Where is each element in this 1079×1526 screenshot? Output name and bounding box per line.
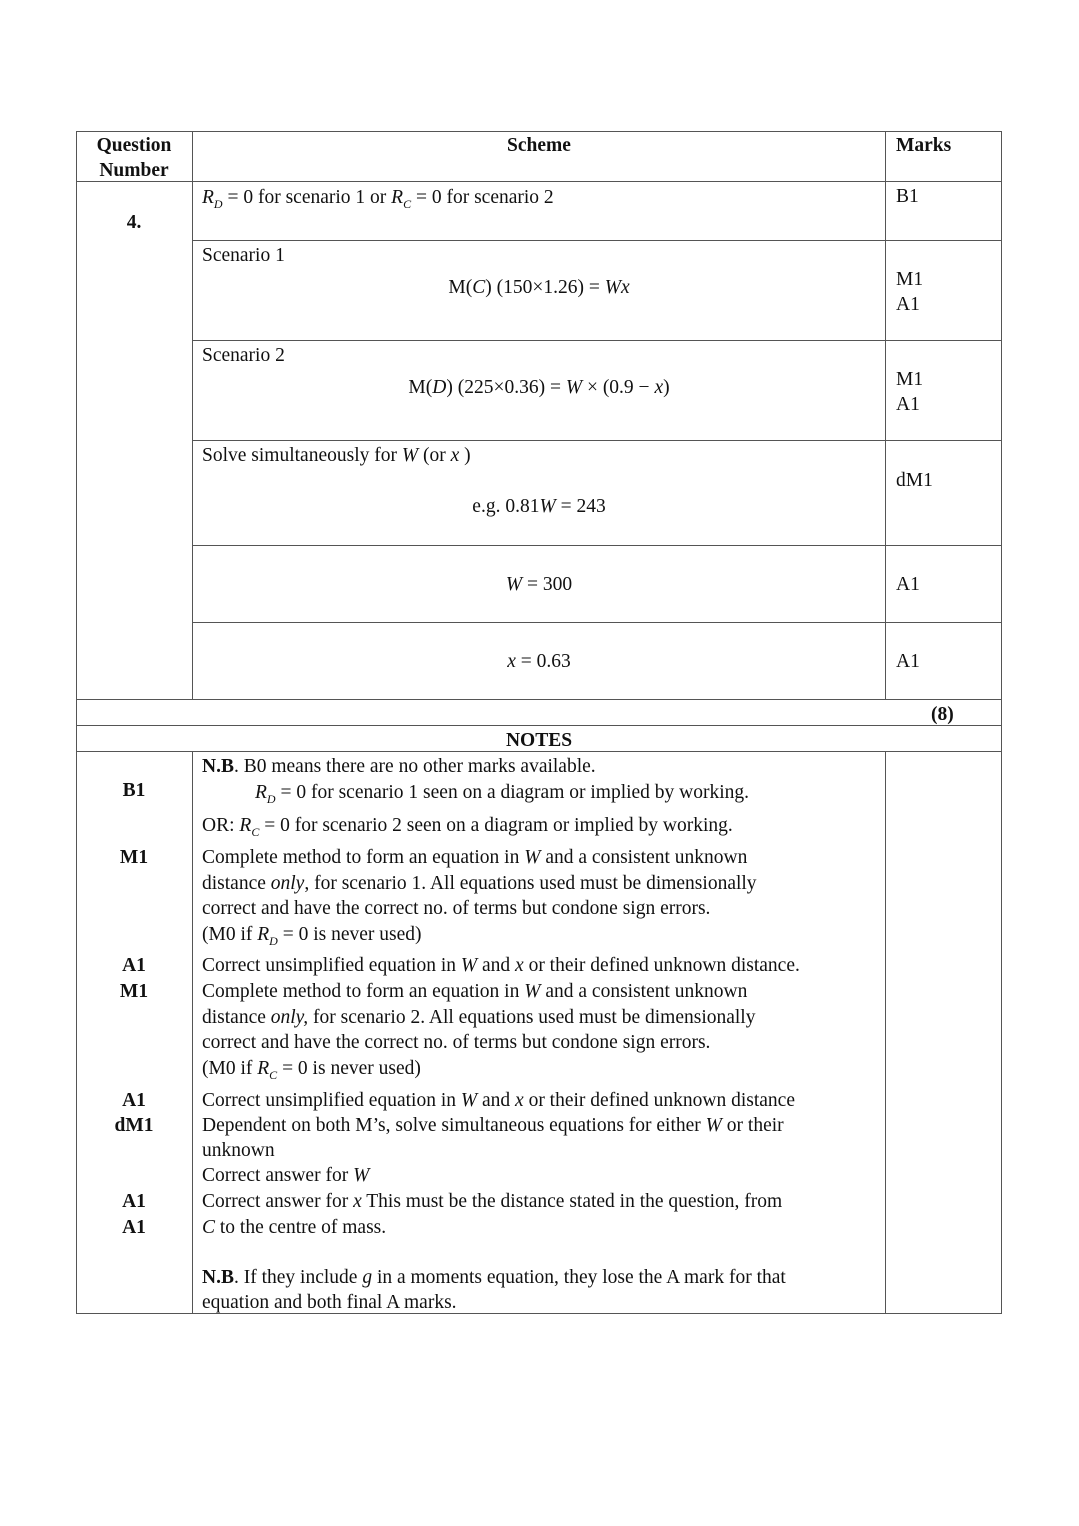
text-segment: Correct unsimplified equation in	[202, 1090, 461, 1111]
scheme-line	[472, 497, 605, 517]
mark-code: M1	[896, 369, 924, 390]
text-segment: C	[472, 277, 486, 298]
text-segment: correct and have the correct no. of terms but condone sign errors.	[202, 1032, 711, 1053]
text-segment: W	[524, 981, 541, 1002]
note-line	[202, 1059, 421, 1081]
mark-code: A1	[896, 651, 920, 672]
scheme-line	[202, 446, 471, 466]
header-question-number-1: Question	[96, 135, 172, 156]
text-segment: W	[353, 1165, 370, 1186]
scheme-line	[202, 246, 285, 266]
question-number: 4.	[126, 212, 142, 233]
table-divider	[76, 725, 1002, 726]
mark-code: A1	[896, 294, 920, 315]
mark-code: A1	[896, 394, 920, 415]
note-line	[202, 816, 733, 838]
text-segment: ) (225×0.36) =	[446, 377, 566, 398]
note-line	[202, 1091, 795, 1111]
text-segment: M(	[448, 277, 473, 298]
text-segment: (or	[418, 445, 451, 466]
note-mark-label: M1	[119, 981, 149, 1002]
text-segment: R	[257, 1058, 270, 1079]
text-segment: (M0 if	[202, 924, 258, 945]
text-segment: or their	[721, 1115, 784, 1136]
note-line	[202, 899, 710, 919]
text-segment: R	[202, 187, 214, 208]
header-question-number-2: Number	[99, 160, 169, 181]
table-divider	[192, 240, 1002, 241]
table-divider	[192, 340, 1002, 341]
mark-code: B1	[896, 186, 919, 207]
text-segment: R	[255, 782, 267, 803]
table-divider	[192, 440, 1002, 441]
note-line	[202, 874, 757, 894]
column-divider	[885, 131, 886, 699]
text-segment: N.B	[202, 756, 234, 777]
text-segment: = 0 is never used)	[277, 924, 422, 945]
note-line	[202, 1116, 784, 1136]
text-segment: W	[505, 574, 523, 595]
text-segment: Scenario 2	[202, 345, 285, 366]
mark-code: M1	[896, 269, 924, 290]
text-segment: or their defined unknown distance.	[523, 955, 800, 976]
mark-code: dM1	[896, 470, 933, 491]
text-segment: x	[515, 955, 524, 976]
note-mark-label: A1	[122, 955, 146, 976]
text-segment: x	[654, 377, 664, 398]
text-segment: R	[391, 187, 404, 208]
text-segment: = 300	[522, 574, 573, 595]
note-line	[202, 1141, 275, 1161]
text-segment: R	[257, 924, 270, 945]
note-mark-label: A1	[122, 1217, 146, 1238]
note-mark-label: M1	[119, 847, 149, 868]
text-segment: equation and both final A marks.	[202, 1292, 457, 1313]
text-segment: W	[705, 1115, 722, 1136]
text-segment: . B0 means there are no other marks available.	[233, 756, 596, 777]
text-segment: . If they include	[233, 1267, 363, 1288]
text-segment: in a moments equation, they lose the A mark for that	[372, 1267, 786, 1288]
text-segment: )	[459, 445, 471, 466]
text-segment: W	[460, 955, 478, 976]
text-segment: only	[270, 873, 305, 894]
header-marks: Marks	[896, 135, 952, 156]
text-segment: Correct answer for	[202, 1191, 354, 1212]
text-segment: W	[401, 445, 419, 466]
text-segment: (M0 if	[202, 1058, 258, 1079]
header-scheme: Scheme	[507, 135, 571, 156]
text-segment: Correct answer for	[202, 1165, 354, 1186]
text-segment: Scenario 1	[202, 245, 285, 266]
column-divider	[192, 131, 193, 699]
note-line	[202, 956, 800, 976]
total-marks: (8)	[931, 704, 954, 725]
note-line	[202, 1293, 457, 1313]
note-line	[202, 848, 747, 868]
table-border	[1001, 131, 1002, 1314]
text-segment: Wx	[604, 277, 630, 298]
scheme-line	[507, 652, 571, 672]
mark-code: A1	[896, 574, 920, 595]
table-border	[76, 131, 1002, 132]
note-line	[202, 757, 596, 777]
text-segment: only,	[270, 1007, 309, 1028]
text-segment: distance	[202, 873, 271, 894]
note-line	[202, 925, 422, 947]
text-segment: correct and have the correct no. of terms but condone sign errors.	[202, 898, 711, 919]
text-segment: W	[524, 847, 541, 868]
text-segment: = 0.63	[515, 651, 571, 672]
note-line	[202, 1268, 786, 1288]
text-segment: Solve simultaneously for	[202, 445, 402, 466]
note-mark-label: A1	[122, 1191, 146, 1212]
text-segment: D	[432, 377, 447, 398]
text-segment: D	[213, 197, 223, 211]
text-segment: This must be the distance stated in the question, from	[361, 1191, 783, 1212]
table-divider	[76, 751, 1002, 752]
text-segment: = 0 is never used)	[277, 1058, 421, 1079]
text-segment: to the centre of mass.	[215, 1217, 387, 1238]
text-segment: x	[507, 651, 516, 672]
text-segment: and	[477, 955, 516, 976]
text-segment: and	[477, 1090, 516, 1111]
text-segment: = 0 for scenario 1 or	[222, 187, 392, 208]
scheme-line	[506, 575, 572, 595]
text-segment: R	[239, 815, 252, 836]
text-segment: = 0 for scenario 1 seen on a diagram or implied by working.	[275, 782, 750, 803]
note-mark-label: B1	[122, 780, 146, 801]
text-segment: Dependent on both M’s, solve simultaneous equations for either	[202, 1115, 706, 1136]
text-segment: distance	[202, 1007, 271, 1028]
note-mark-label: A1	[122, 1090, 146, 1111]
text-segment: = 0 for scenario 2	[411, 187, 554, 208]
text-segment: x	[515, 1090, 524, 1111]
note-line	[202, 1166, 369, 1186]
text-segment: and a consistent unknown	[540, 847, 748, 868]
text-segment: , for scenario 1. All equations used must be dimensionally	[304, 873, 757, 894]
text-segment: × (0.9 −	[582, 377, 655, 398]
note-line	[202, 982, 747, 1002]
column-divider	[192, 751, 193, 1313]
scheme-line	[202, 346, 285, 366]
table-divider	[192, 545, 1002, 546]
column-divider	[885, 751, 886, 1313]
text-segment: Complete method to form an equation in	[202, 847, 525, 868]
text-segment: OR:	[202, 815, 240, 836]
text-segment: = 243	[555, 496, 606, 517]
table-divider	[76, 699, 1002, 700]
table-border	[76, 1313, 1002, 1314]
scheme-line	[448, 278, 629, 298]
scheme-line	[202, 188, 554, 210]
text-segment: or their defined unknown distance	[523, 1090, 795, 1111]
text-segment: W	[460, 1090, 478, 1111]
text-segment: )	[663, 377, 670, 398]
text-segment: W	[565, 377, 583, 398]
note-line	[255, 783, 749, 805]
text-segment: ) (150×1.26) =	[485, 277, 605, 298]
text-segment: unknown	[202, 1140, 275, 1161]
note-mark-label: dM1	[114, 1115, 154, 1136]
note-line	[202, 1218, 386, 1238]
text-segment: C	[269, 1068, 278, 1082]
text-segment: g	[362, 1267, 373, 1288]
text-segment: Correct unsimplified equation in	[202, 955, 461, 976]
notes-title: NOTES	[505, 730, 573, 751]
text-segment: = 0 for scenario 2 seen on a diagram or implied by working.	[259, 815, 733, 836]
text-segment: N.B	[202, 1267, 234, 1288]
text-segment: x	[450, 445, 460, 466]
text-segment: and a consistent unknown	[540, 981, 748, 1002]
text-segment: Complete method to form an equation in	[202, 981, 525, 1002]
table-divider	[192, 622, 1002, 623]
note-line	[202, 1008, 755, 1028]
table-border	[76, 131, 77, 1314]
text-segment: W	[539, 496, 556, 517]
scheme-line	[408, 378, 669, 398]
text-segment: x	[353, 1191, 362, 1212]
table-divider	[76, 181, 1002, 182]
text-segment: for scenario 2. All equations used must be dimensionally	[308, 1007, 756, 1028]
text-segment: e.g. 0.81	[472, 496, 540, 517]
text-segment: M(	[408, 377, 433, 398]
note-line	[202, 1033, 710, 1053]
note-line	[202, 1192, 782, 1212]
text-segment: D	[266, 792, 276, 806]
text-segment: D	[269, 934, 278, 948]
text-segment: C	[251, 825, 260, 839]
text-segment: C	[202, 1217, 216, 1238]
text-segment: C	[403, 197, 412, 211]
